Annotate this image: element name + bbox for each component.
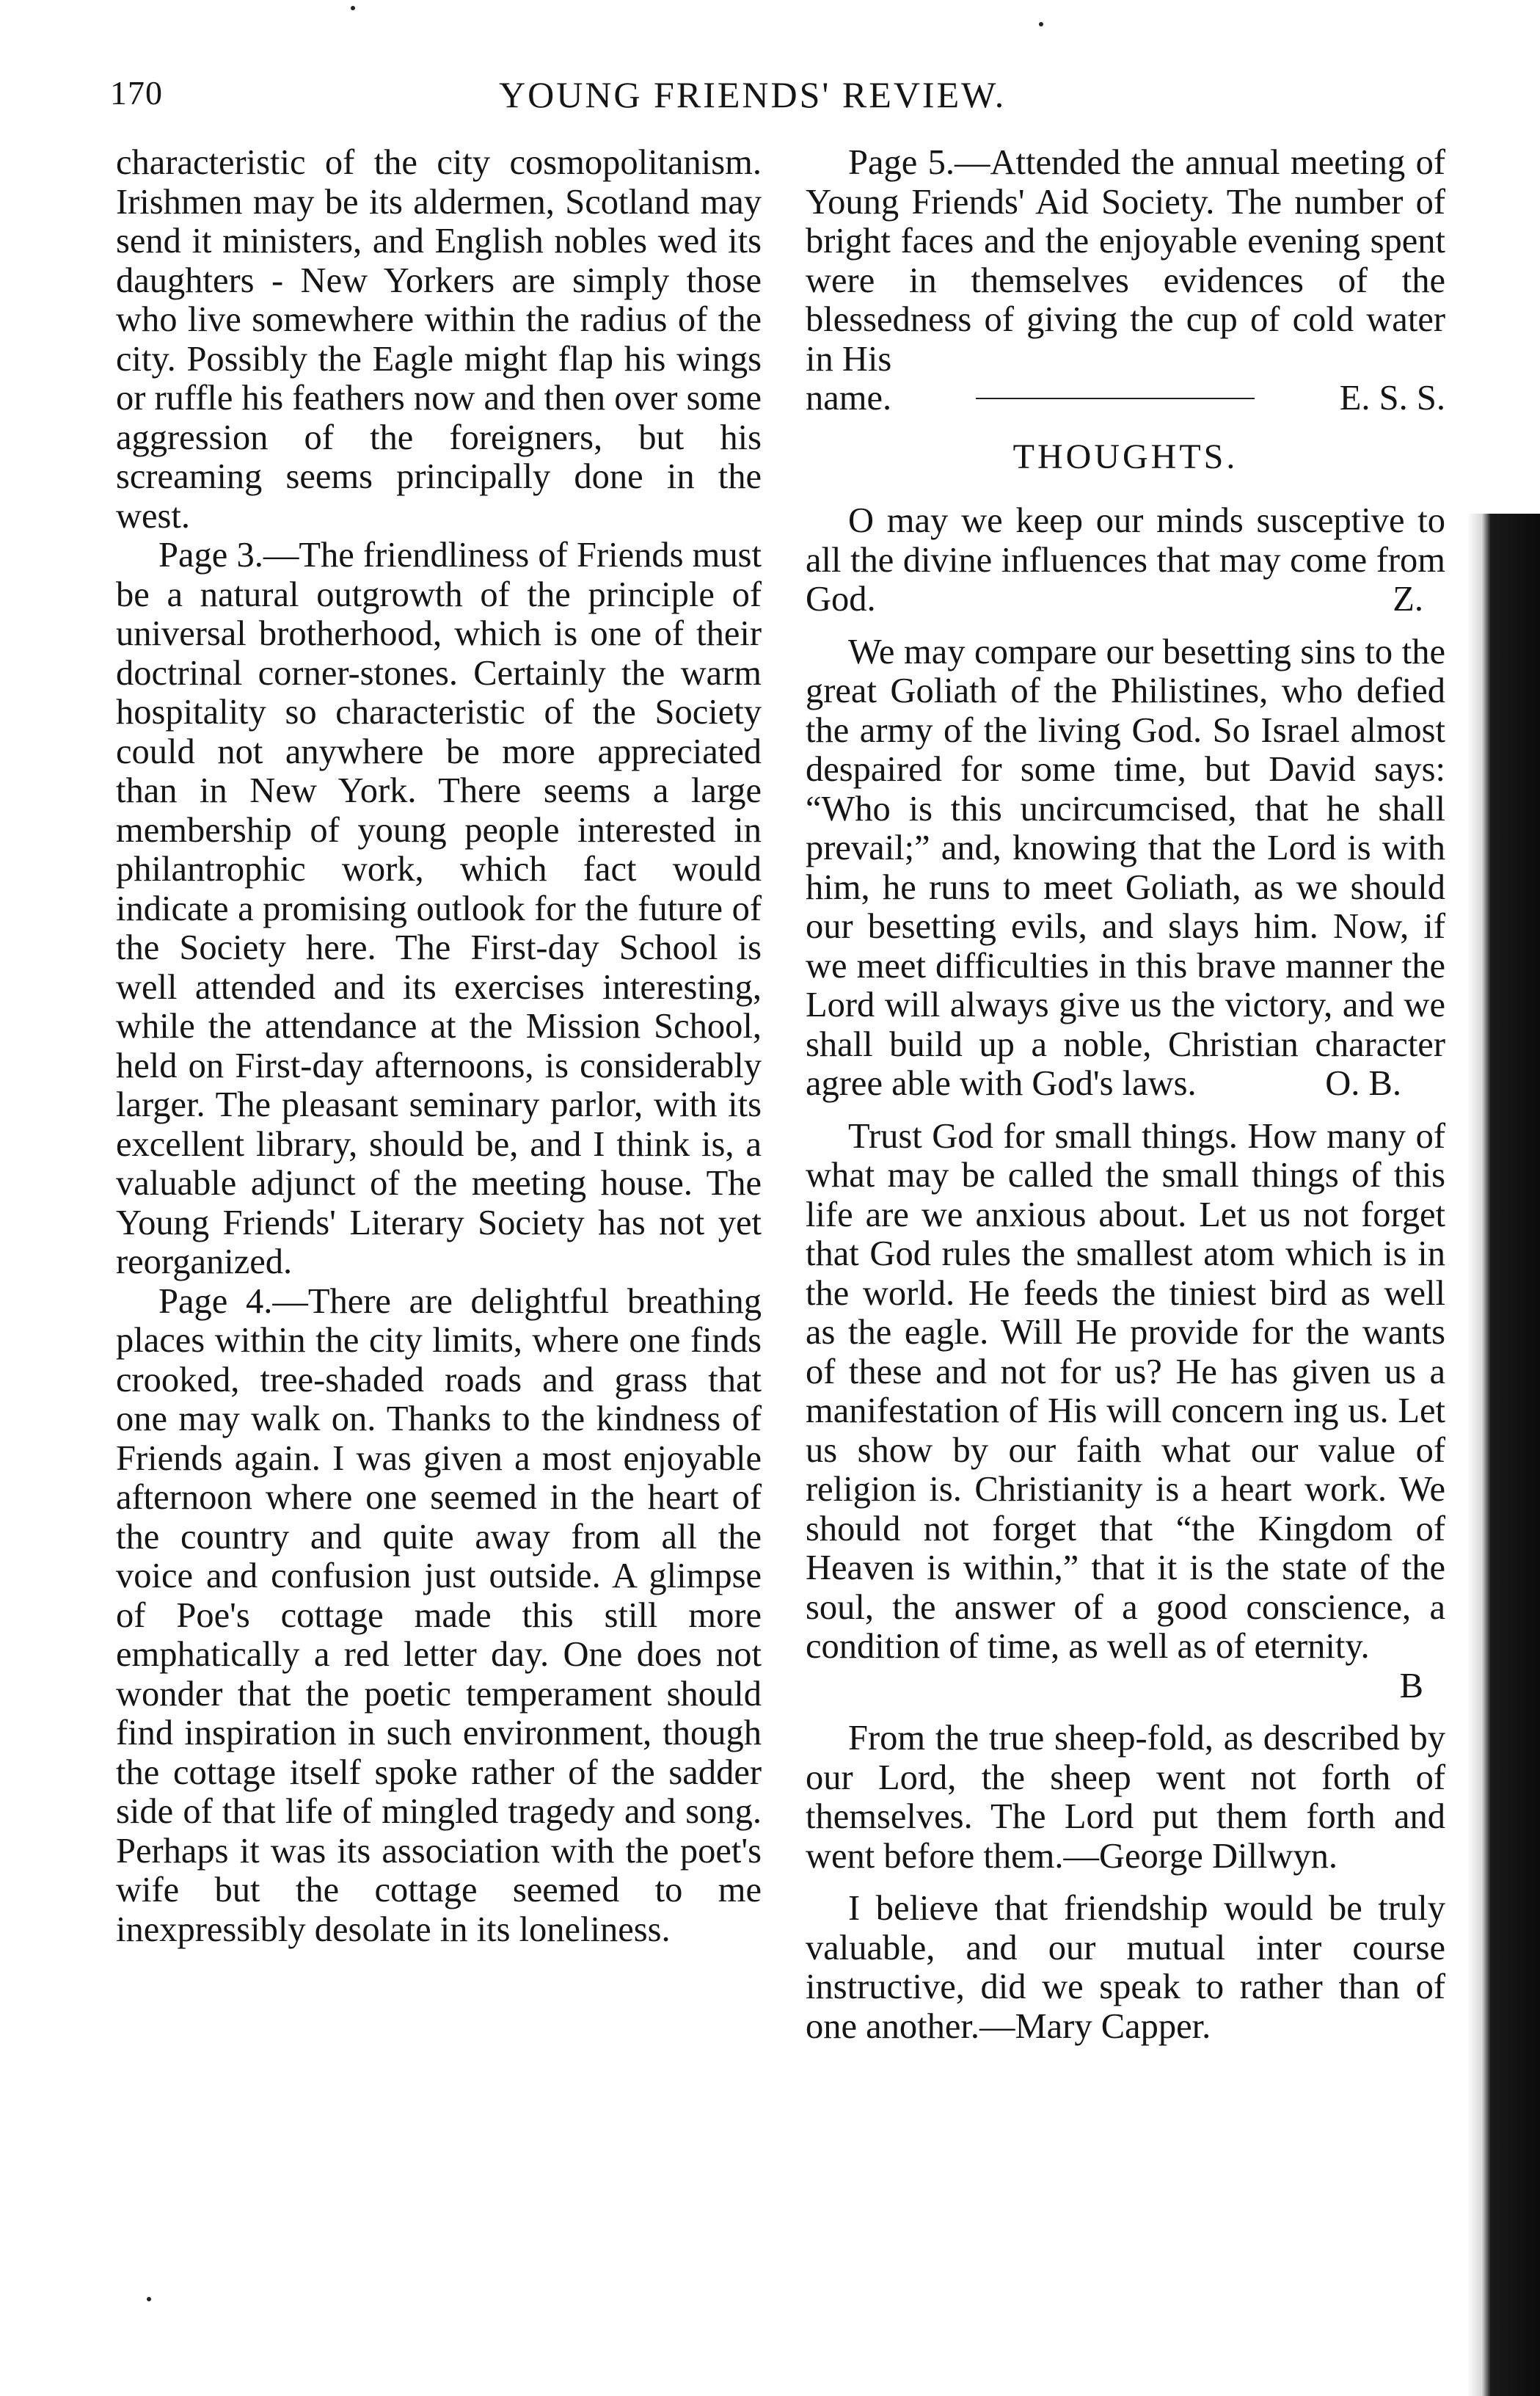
quote-mary-capper: I believe that friendship would be truly valuable, and our mutual inter course instructive, did we speak to rather than of one another.—Mary Capper.	[806, 1889, 1445, 2046]
journal-title: YOUNG FRIENDS' REVIEW.	[499, 74, 1007, 115]
book-spine-shadow	[1467, 514, 1540, 2396]
running-head	[110, 73, 1445, 125]
divider-rule	[976, 398, 1255, 399]
print-speck	[351, 6, 355, 10]
paragraph-page-5-end: name.	[806, 379, 892, 418]
page-number: 170	[110, 74, 163, 112]
paragraph-page-3: Page 3.—The friendliness of Friends must be a natural outgrowth of the principle of universal brotherhood, which is one of their doctrinal corner-stones. Certainly the warm hospitality so characteristic of the Society could not anywhere be more appreciated than in New York. There seems a large membership of young people interested in philantrophic work, which fact would indicate a promising outlook for the future of the Society here. The First-day School is well attended and its exercises interesting, while the attendance at the Mission School, held on First-day afternoons, is considerably larger. The pleasant seminary parlor, with its excellent library, should be, and I think is, a valuable adjunct of the meeting house. The Young Friends' Literary Society has not yet reorganized.	[116, 536, 762, 1281]
section-title-thoughts: THOUGHTS.	[1012, 437, 1238, 476]
signature-ob: O. B.	[1325, 1064, 1401, 1103]
thought-1-text: O may we keep our minds susceptive to all the divine influences that may come from God.	[806, 501, 1445, 619]
right-column	[806, 143, 1445, 2046]
thought-small-things: Trust God for small things. How many of what may be called the small things of this life are we anxious about. Let us not forget that God rules the smallest atom which is in the world. He feeds the tiniest bird as well as the eagle. Will He provide for the wants of these and not for us? He has given us a manifestation of His will concern ing us. Let us show by our faith what our value of religion is. Christianity is a heart work. We should not forget that “the Kingdom of Heaven is within,” that it is the state of the soul, the answer of a good conscience, a condition of time, as well as of eternity.	[806, 1116, 1445, 1666]
print-speck	[1039, 22, 1043, 26]
thought-2-text: We may compare our besetting sins to the great Goliath of the Philistines, who defied the army of the living God. So Israel almost despaired for some time, but David says: “Who is this uncircumcised, that he shall prevail;” and, knowing that the Lord is with him, he runs to meet Goliath, as we should our besetting evils, and slays him. Now, if we meet difficulties in this brave manner the Lord will always give us the victory, and we shall build up a noble, Christian character agree able with God's laws.	[806, 632, 1445, 1103]
paragraph-page-4: Page 4.—There are delightful breathing places within the city limits, where one finds crooked, tree-shaded roads and grass that one may walk on. Thanks to the kindness of Friends again. I was given a most enjoyable afternoon where one seemed in the heart of the country and quite away from all the voice and confusion just outside. A glimpse of Poe's cottage made this still more emphatically a red letter day. One does not wonder that the poetic temperament should find inspiration in such environment, though the cottage itself spoke rather of the sadder side of that life of mingled tragedy and song. Perhaps it was its association with the poet's wife but the cottage seemed to me inexpressibly desolate in its loneliness.	[116, 1281, 762, 1949]
signature-line-ess	[806, 379, 1445, 418]
thought-minds-susceptive	[806, 501, 1445, 619]
paragraph-page-5: Page 5.—Attended the annual meeting of Young Friends' Aid Society. The number of bright faces and the enjoyable evening spent were in themselves evidences of the blessedness of giving the cup of cold water in His	[806, 143, 1445, 379]
signature-b: B	[1399, 1666, 1423, 1705]
thought-goliath	[806, 633, 1445, 1104]
quote-george-dillwyn: From the true sheep-fold, as described by our Lord, the sheep went not forth of themselves. The Lord put them forth and went before them.—George Dillwyn.	[806, 1719, 1445, 1876]
print-speck	[147, 2297, 151, 2301]
left-column	[116, 143, 762, 1949]
signature-ess: E. S. S.	[1339, 379, 1445, 418]
paragraph-cosmopolitanism: characteristic of the city cosmopolitanism. Irishmen may be its aldermen, Scotland may send it ministers, and English nobles wed its daughters - New Yorkers are simply those who live somewhere within the radius of the city. Possibly the Eagle might flap his wings or ruffle his feathers now and then over some aggression of the foreigners, but his screaming seems principally done in the west.	[116, 143, 762, 536]
signature-z: Z.	[1393, 580, 1423, 619]
